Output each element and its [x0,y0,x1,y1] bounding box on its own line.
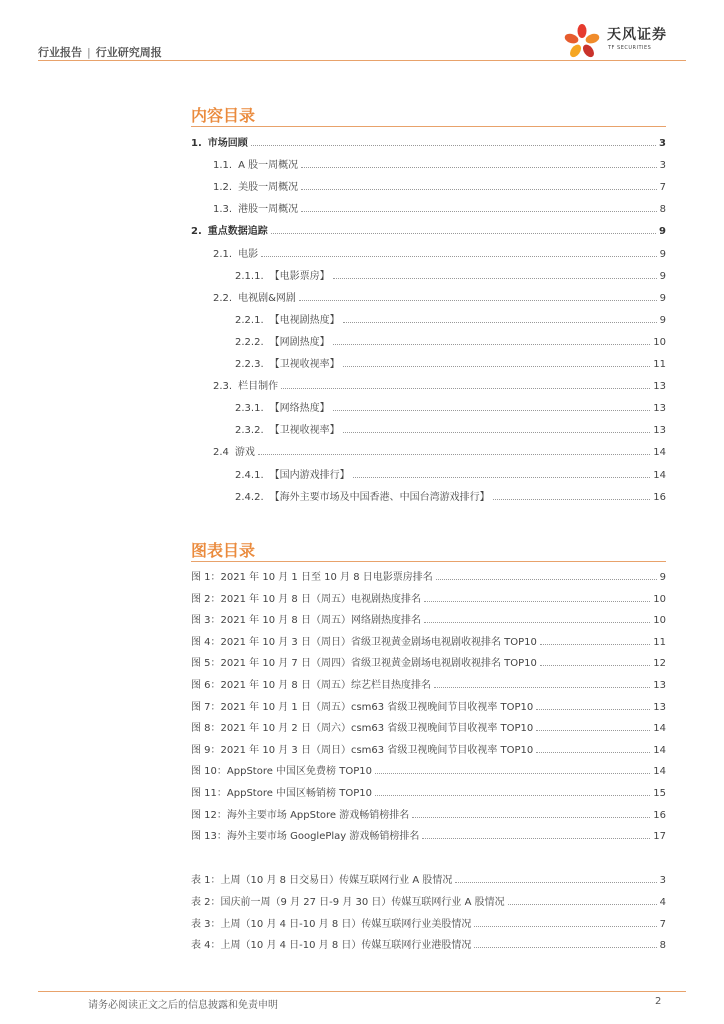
dot-leader [375,794,650,796]
toc-entry-number: 2. [191,226,202,238]
toc-entry-page: 14 [653,744,666,756]
toc-entry-page: 8 [659,204,666,216]
toc-entry-label: 图 8：2021 年 10 月 2 日（周六）csm63 省级卫视晚间节目收视率 TOP10 [191,723,534,735]
dot-leader [261,255,657,257]
breadcrumb-industry-report: 行业报告 [38,46,82,59]
dot-leader [343,321,657,323]
figures-title: 图表目录 [191,541,256,560]
toc-entry-label: 【网剧热度】 [269,336,330,348]
figure-entry[interactable] [191,719,666,734]
toc-entry[interactable] [235,333,666,348]
toc-entry-page: 3 [659,875,666,886]
toc-entry-number: 2.2. [213,292,233,304]
toc-entry-page: 10 [653,336,666,348]
dot-leader [281,387,650,389]
dot-leader [251,144,656,146]
toc-entry-page: 8 [659,940,666,952]
toc-entry-page: 9 [659,226,666,238]
figure-entry[interactable] [191,568,666,583]
dot-leader [333,277,657,279]
figure-entry[interactable] [191,633,666,648]
toc-entry-label: 【电视剧热度】 [269,314,340,326]
page-number: 2 [655,996,662,1007]
header-divider [38,60,686,61]
table-entry[interactable] [191,936,666,951]
breadcrumb [38,44,162,60]
toc-entry-label: 图 7：2021 年 10 月 1 日（周五）csm63 省级卫视晚间节目收视率 TOP10 [191,701,534,713]
figure-entry[interactable] [191,762,666,777]
toc-entry-label: 美股一周概况 [238,182,299,194]
toc-entry-label: 港股一周概况 [238,204,299,216]
toc-entry-label: 表 4：上周（10 月 4 日-10 月 8 日）传媒互联网行业港股情况 [191,940,472,952]
figure-entry[interactable] [191,827,666,842]
toc-entry-page: 9 [659,314,666,326]
company-logo [562,22,686,62]
toc-entry-page: 10 [653,593,666,605]
toc-entry-number: 1.2. [213,182,233,194]
toc-entry-number: 2.2.2. [235,336,264,348]
toc-entry-label: 图 6：2021 年 10 月 8 日（周五）综艺栏目热度排名 [191,680,431,691]
toc-entry-label: 重点数据追踪 [207,226,268,238]
toc-entry-label: 栏目制作 [238,381,279,393]
toc-entry[interactable] [213,245,666,260]
dot-leader [412,816,650,818]
dot-leader [536,751,650,753]
contents-title: 内容目录 [191,106,256,125]
dot-leader [299,299,657,301]
figure-entry[interactable] [191,806,666,821]
toc-entry-page: 17 [653,831,666,843]
figure-entry[interactable] [191,611,666,626]
toc-entry-page: 14 [653,766,666,778]
toc-entry-label: 表 1：上周（10 月 8 日交易日）传媒互联网行业 A 股情况 [191,875,453,886]
toc-entry-number: 2.3. [213,381,233,393]
toc-entry-number: 2.4.2. [235,491,264,503]
figure-entry[interactable] [191,741,666,756]
dot-leader [536,729,650,731]
toc-entry-number: 2.1. [213,248,233,260]
dot-leader [434,686,650,688]
toc-entry-page: 13 [653,701,666,713]
dot-leader [424,600,650,602]
dot-leader [258,453,650,455]
toc-entry-label: 图 1：2021 年 10 月 1 日至 10 月 8 日电影票房排名 [191,572,433,583]
toc-entry-number: 2.2.3. [235,359,264,370]
toc-entry-page: 14 [653,469,666,481]
toc-entry-page: 13 [653,680,666,691]
toc-entry[interactable] [235,399,666,414]
toc-entry-label: 【国内游戏排行】 [269,469,350,481]
toc-entry-page: 13 [653,403,666,415]
table-entry[interactable] [191,871,666,886]
dot-leader [508,903,657,905]
toc-entry[interactable] [191,222,666,237]
toc-entry-label: 表 2：国庆前一周（9 月 27 日-9 月 30 日）传媒互联网行业 A 股情况 [191,896,505,908]
dot-leader [436,578,657,580]
toc-entry-label: 【电影票房】 [269,270,330,282]
dot-leader [271,232,656,234]
toc-entry-label: 市场回顾 [207,138,248,149]
toc-entry-label: 游戏 [234,447,255,459]
toc-entry-page: 15 [653,788,666,799]
toc-entry-label: 图 5：2021 年 10 月 7 日（周四）省级卫视黄金剧场电视剧收视排名 TOP10 [191,658,537,670]
toc-entry-page: 3 [659,138,666,149]
dot-leader [343,431,651,433]
dot-leader [493,498,651,500]
toc-entry-page: 11 [653,636,666,648]
toc-entry-number: 1. [191,138,202,149]
toc-entry-label: 电影 [238,248,259,260]
toc-entry-page: 7 [659,182,666,194]
toc-entry-label: 图 3：2021 年 10 月 8 日（周五）网络剧热度排名 [191,615,421,627]
toc-entry-page: 9 [659,270,666,282]
toc-entry[interactable] [235,488,666,503]
dot-leader [343,365,651,367]
toc-entry-label: A 股一周概况 [238,160,299,172]
toc-entry-page: 10 [653,615,666,627]
dot-leader [333,343,651,345]
toc-entry[interactable] [213,178,666,193]
dot-leader [301,166,657,168]
page-header [38,27,686,62]
logo-text-en: TF SECURITIES [608,45,652,51]
figure-entry[interactable] [191,590,666,605]
figure-entry[interactable] [191,784,666,799]
breadcrumb-separator: | [87,46,91,59]
toc-entry-page: 13 [653,381,666,393]
toc-entry[interactable] [213,156,666,171]
figure-entry[interactable] [191,698,666,713]
toc-entry-page: 14 [653,723,666,735]
toc-entry-page: 13 [653,425,666,437]
toc-entry-page: 12 [653,658,666,670]
toc-entry[interactable] [213,289,666,304]
toc-entry-label: 图 9：2021 年 10 月 3 日（周日）csm63 省级卫视晚间节目收视率 TOP10 [191,744,534,756]
table-entry[interactable] [191,915,666,930]
disclaimer-note: 请务必阅读正文之后的信息披露和免责申明 [88,1000,278,1011]
toc-entry-page: 9 [659,572,666,583]
toc-entry-page: 4 [659,896,666,908]
toc-entry-label: 表 3：上周（10 月 4 日-10 月 8 日）传媒互联网行业美股情况 [191,918,472,930]
toc-entry[interactable] [235,311,666,326]
dot-leader [422,837,650,839]
toc-entry-label: 图 4：2021 年 10 月 3 日（周日）省级卫视黄金剧场电视剧收视排名 TOP10 [191,636,537,648]
toc-entry-label: 【卫视收视率】 [269,425,340,437]
flower-logo-icon [562,22,602,62]
toc-entry[interactable] [235,466,666,481]
toc-entry-label: 图 13：海外主要市场 GooglePlay 游戏畅销榜排名 [191,831,420,843]
toc-entry-label: 【海外主要市场及中国香港、中国台湾游戏排行】 [269,491,490,503]
toc-entry[interactable] [235,421,666,436]
toc-entry-number: 2.1.1. [235,270,264,282]
toc-entry-number: 2.2.1. [235,314,264,326]
dot-leader [353,476,651,478]
toc-entry[interactable] [213,200,666,215]
toc-entry-page: 16 [653,491,666,503]
dot-leader [424,621,650,623]
contents-title-rule [191,126,666,127]
figure-entry[interactable] [191,676,666,691]
table-entry[interactable] [191,893,666,908]
toc-entry-number: 2.3.2. [235,425,264,437]
dot-leader [375,772,650,774]
dot-leader [301,210,657,212]
figures-title-rule [191,561,666,562]
toc-entry-page: 11 [653,359,666,370]
dot-leader [540,643,650,645]
toc-entry-number: 2.3.1. [235,403,264,415]
toc-entry-label: 【网络热度】 [269,403,330,415]
breadcrumb-weekly-report: 行业研究周报 [95,46,162,59]
toc-entry-page: 3 [659,160,666,172]
dot-leader [474,946,656,948]
toc-entry[interactable] [191,134,666,149]
toc-entry-label: 图 10：AppStore 中国区免费榜 TOP10 [191,766,372,778]
toc-entry[interactable] [213,377,666,392]
toc-entry-label: 【卫视收视率】 [269,359,340,370]
toc-entry-label: 电视剧&网剧 [238,292,296,304]
toc-entry[interactable] [213,443,666,458]
dot-leader [301,188,657,190]
footer-divider [38,991,686,992]
toc-entry-label: 图 2：2021 年 10 月 8 日（周五）电视剧热度排名 [191,593,421,605]
toc-entry-number: 2.4 [213,447,229,459]
dot-leader [540,664,650,666]
figure-entry[interactable] [191,654,666,669]
dot-leader [474,925,656,927]
toc-entry-page: 14 [653,447,666,459]
toc-entry-label: 图 12：海外主要市场 AppStore 游戏畅销榜排名 [191,809,410,821]
toc-entry-page: 9 [659,292,666,304]
toc-entry-page: 9 [659,248,666,260]
toc-entry-number: 1.3. [213,204,233,216]
dot-leader [455,881,656,883]
toc-entry-page: 16 [653,809,666,821]
toc-entry-number: 2.4.1. [235,469,264,481]
dot-leader [333,409,651,411]
toc-entry-number: 1.1. [213,160,233,172]
toc-entry[interactable] [235,267,666,282]
toc-entry-label: 图 11：AppStore 中国区畅销榜 TOP10 [191,788,372,799]
dot-leader [536,708,650,710]
logo-text-cn: 天风证券 [607,27,667,43]
toc-entry[interactable] [235,355,666,370]
toc-entry-page: 7 [659,918,666,930]
